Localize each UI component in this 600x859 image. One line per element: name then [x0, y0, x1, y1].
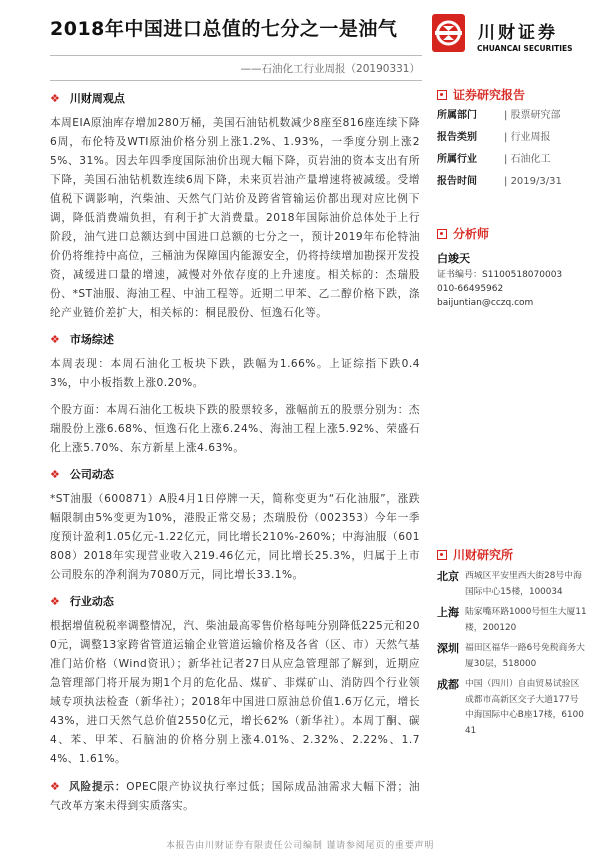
heading-text: 行业动态 [69, 595, 114, 608]
info-key: 所属部门 [437, 110, 477, 121]
office [437, 677, 587, 739]
risk-text: OPEC限产协议执行率过低；国际成品油需求大幅下滑；油气改革方案未得到实质落实。 [50, 781, 420, 812]
section-marker-icon [437, 550, 447, 560]
bullet-icon: ❖ [50, 467, 60, 481]
info-key: 所属行业 [437, 154, 477, 165]
info-key: 报告类别 [437, 132, 477, 143]
info-value: | 股票研究部 [504, 109, 561, 123]
info-value: | 行业周报 [504, 131, 551, 145]
report-header [0, 0, 600, 84]
heading-text: 川财研究所 [453, 548, 514, 562]
page-columns [0, 84, 600, 824]
logo-name-cn: 川财证券 [478, 23, 558, 43]
office-address: 福田区福华一路6号免税商务大厦30层，518000 [465, 643, 585, 669]
info-row [437, 131, 587, 145]
info-value: | 2019/3/31 [504, 175, 562, 189]
sidebar [437, 84, 587, 824]
info-value: | 石油化工 [504, 153, 551, 167]
logo-mark-icon [432, 14, 465, 52]
section-marker-icon [437, 90, 447, 100]
divider [50, 55, 422, 56]
institute-heading [437, 546, 587, 563]
paragraph: 本周EIA原油库存增加280万桶，美国石油钻机数减少8座至816座连续下降6周，布伦特及WTI原油价格分别上涨1.2%、1.93%，一季度分别上涨25%、31%。因去年四季度国际油价出现大幅下降，页岩油的资本支出有所下降，美国石油钻机数连续6周下降，未来页岩油产量增速将被减缓。受增值税下调影响，汽柴油、天然气门站价及跨省管输运价都出现对应比例下调，降低消费端负担，有利于扩大消费量。2018年国际油价总体处于上行阶段，油气进口总额达到中国进口总额的七分之一，预计2019年布伦特油价仍将维持中高位，三桶油为保障国内能源安全，仍将持续增加勘探开发投资，减缓进口量的增速，减慢对外依存度的上升速度。相关标的：杰瑞股份、*ST油服、海油工程、中油工程等。近期二甲苯、乙二醇价格下跌，涤纶产业链价差扩大，相关标的：桐昆股份、恒逸石化等。 [50, 117, 420, 319]
analyst-heading [437, 225, 587, 242]
risk-label: 风险提示： [69, 781, 127, 793]
paragraph: 本周表现：本周石油化工板块下跌，跌幅为1.66%。上证综指下跌0.43%，中小板指数上涨0.20%。 [50, 358, 420, 389]
office-city: 北京 [437, 570, 459, 583]
office-city: 上海 [437, 606, 459, 619]
info-row [437, 175, 587, 189]
divider [50, 80, 422, 81]
section-heading-market [50, 331, 420, 347]
report-type-heading [437, 86, 587, 103]
bullet-icon: ❖ [50, 594, 60, 608]
bullet-icon: ❖ [50, 91, 60, 105]
analyst-name: 白竣天 [437, 252, 470, 265]
info-row [437, 109, 587, 123]
info-row [437, 153, 587, 167]
office-city: 深圳 [437, 642, 459, 655]
logo-name-en: CHUANCAI SECURITIES [477, 44, 573, 53]
office [437, 605, 587, 636]
paragraph: 个股方面：本周石油化工板块下跌的股票较多，涨幅前五的股票分别为：杰瑞股份上涨6.68%、恒逸石化上涨6.24%、海油工程上涨5.92%、荣盛石化上涨5.70%、东方新星上涨4.63%。 [50, 404, 420, 454]
heading-text: 证券研究报告 [453, 88, 526, 102]
section-heading-weekly-view [50, 90, 420, 106]
bullet-icon: ❖ [50, 780, 61, 793]
analyst-cert: 证书编号：S1100518070003 [437, 270, 563, 280]
report-title: 2018年中国进口总值的七分之一是油气 [50, 18, 398, 40]
paragraph: 根据增值税税率调整情况，汽、柴油最高零售价格每吨分别降低225元和200元，调整13家跨省管道运输企业管道运输价格及各省（区、市）天然气基准门站价格（Wind资讯）；新华社记者27日从应急管理部了解到，近期应急管理部门将开展为期1个月的危化品、煤矿、非煤矿山、消防四个行业领域专项执法检查（新华社）；2018年中国进口原油总价值1.6万亿元，增长43%，进口天然气总价值2550亿元，增长62%（新华社）。本周丁酮、碳4、苯、甲苯、石脑油的价格分别上涨4.01%、2.32%、2.22%、1.74%、1.61%。 [50, 620, 420, 765]
office-address: 中国（四川）自由贸易试验区成都市高新区交子大道177号中海国际中心B座17楼，610041 [465, 679, 584, 736]
analyst-phone: 010-66495962 [437, 284, 504, 294]
section-marker-icon [437, 229, 447, 239]
office-address: 陆家嘴环路1000号恒生大厦11楼，200120 [465, 607, 587, 633]
bullet-icon: ❖ [50, 332, 60, 346]
heading-text: 分析师 [453, 227, 490, 241]
company-logo [432, 14, 587, 59]
info-key: 报告时间 [437, 176, 477, 187]
office-address: 西城区平安里西大街28号中海国际中心15楼，100034 [465, 571, 582, 597]
section-heading-industry [50, 593, 420, 609]
office [437, 569, 587, 600]
office-city: 成都 [437, 678, 459, 691]
office [437, 641, 587, 672]
heading-text: 公司动态 [69, 468, 114, 481]
heading-text: 川财周观点 [69, 92, 125, 105]
risk-warning [50, 777, 420, 816]
report-subtitle: ——石油化工行业周报（20190331） [240, 63, 420, 75]
heading-text: 市场综述 [69, 333, 114, 346]
analyst-email[interactable]: baijuntian@cczq.com [437, 298, 534, 308]
footer-disclaimer: 本报告由川财证券有限责任公司编制 谨请参阅尾页的重要声明 [165, 841, 435, 851]
paragraph: *ST油服（600871）A股4月1日停牌一天，简称变更为“石化油服”，涨跌幅限制由5%变更为10%，港股正常交易；杰瑞股份（002353）今年一季度预计盈利1.05亿元-1.22亿元，同比增长210%-260%；中海油服（601808）2018年实现营业收入219.46亿元，同比增长25.3%，归属于上市公司股东的净利润为7080万元，同比增长33.1%。 [50, 493, 420, 581]
section-heading-company [50, 466, 420, 482]
main-column [50, 84, 420, 824]
